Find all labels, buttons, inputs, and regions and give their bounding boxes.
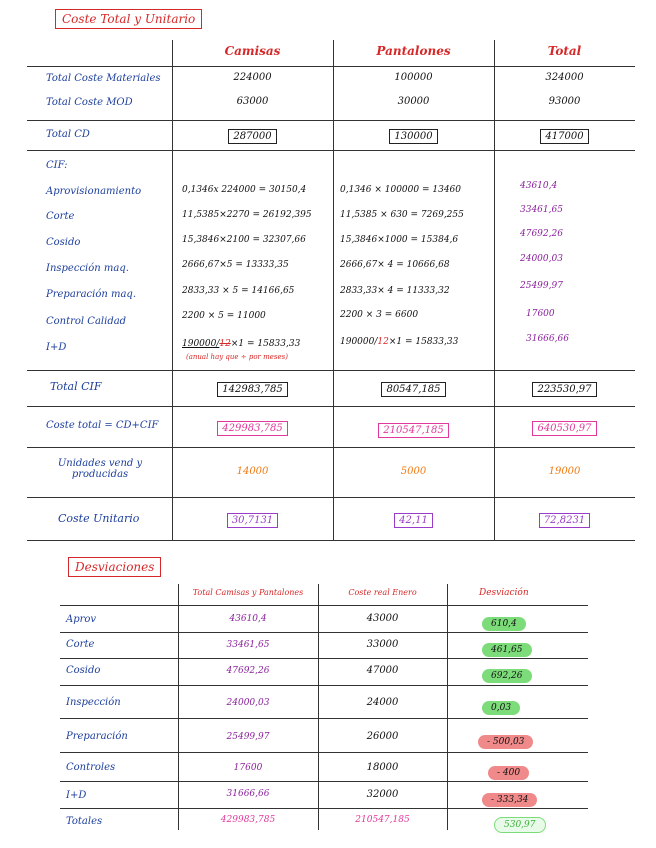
id-numerator: 190000/	[182, 339, 220, 349]
desv-row-label: Aprov	[66, 614, 97, 625]
row-divider	[60, 718, 588, 719]
row-divider	[60, 781, 588, 782]
row-divider	[27, 150, 635, 151]
cell-wrap	[494, 416, 635, 435]
cell-wrap	[494, 508, 635, 527]
desv-d3: 461,65	[482, 643, 532, 657]
cell-wrap	[172, 416, 333, 435]
cif-row-label: Preparación maq.	[46, 289, 136, 300]
cif-total: 17600	[526, 309, 555, 319]
unidades-camisas: 14000	[236, 466, 269, 477]
total-cif-total: 223530,97	[532, 382, 596, 397]
coste-total-pantalones: 210547,185	[378, 423, 448, 438]
desv-d2: 43000	[366, 613, 399, 624]
cell-wrap	[333, 377, 494, 396]
row-divider	[60, 658, 588, 659]
col-divider	[447, 584, 448, 830]
id-result: ×1 = 15833,33	[230, 339, 301, 349]
cell-value: 63000	[236, 96, 269, 107]
cif-calc: 2200 × 3 = 6600	[340, 310, 419, 320]
row-divider	[27, 497, 635, 498]
cell-wrap	[333, 124, 494, 143]
cif-calc: 11,5385 × 630 = 7269,255	[340, 210, 464, 220]
desv-col-header: Coste real Enero	[348, 588, 417, 597]
desv-col-header: Desviación	[479, 588, 529, 598]
cif-row-label: Control Calidad	[46, 316, 127, 327]
desv-d3: - 400	[488, 766, 529, 780]
coste-unitario-pantalones: 42,11	[394, 513, 433, 528]
desv-d2: 18000	[366, 762, 399, 773]
cif-total: 25499,97	[520, 281, 563, 291]
row-divider	[60, 752, 588, 753]
row-label-unidades: Unidades vend y producidas	[57, 458, 143, 480]
col-divider	[172, 40, 173, 540]
desv-row-label: Controles	[66, 762, 116, 773]
desv-d3-wrap	[488, 760, 529, 779]
cif-total: 31666,66	[526, 334, 569, 344]
cif-row-label: Inspección maq.	[46, 263, 129, 274]
desv-d3: 692,26	[482, 669, 532, 683]
cell-wrap	[172, 377, 333, 396]
cell-value: 100000	[394, 72, 433, 83]
cif-calc: 2200 × 5 = 11000	[182, 311, 266, 321]
desv-d3: 0,03	[482, 701, 520, 715]
desviaciones-title: Desviaciones	[68, 557, 161, 577]
row-divider	[60, 632, 588, 633]
row-label-coste-unitario: Coste Unitario	[58, 512, 140, 525]
desv-row-label: Cosido	[66, 665, 101, 676]
row-divider	[60, 685, 588, 686]
desv-row-label: Preparación	[66, 731, 128, 742]
id-note: (anual hay que ÷ por meses)	[186, 353, 288, 361]
desv-row-label-totales: Totales	[66, 816, 103, 827]
desv-d1: 31666,66	[226, 789, 270, 799]
page-title: Coste Total y Unitario	[55, 9, 202, 29]
desv-d1: 47692,26	[226, 666, 270, 676]
cif-calc: 11,5385×2270 = 26192,395	[182, 210, 312, 220]
desv-d3-wrap	[482, 611, 526, 630]
cell-wrap	[494, 377, 635, 396]
cell-wrap	[172, 508, 333, 527]
row-label-total-cd: Total CD	[46, 129, 90, 140]
desv-d3-total: 530,97	[494, 817, 546, 833]
cif-calc: 2833,33× 4 = 11333,32	[340, 286, 450, 296]
cif-row-label: Aprovisionamiento	[46, 186, 142, 197]
desv-d3-wrap	[482, 695, 520, 714]
cif-calc: 0,1346 × 100000 = 13460	[340, 185, 462, 195]
desv-d1: 25499,97	[226, 732, 270, 742]
desv-row-label: Corte	[66, 639, 95, 650]
cell-value: 30000	[397, 96, 430, 107]
desv-row-label: I+D	[66, 790, 87, 801]
row-divider	[27, 406, 635, 407]
desv-d2: 32000	[366, 789, 399, 800]
row-label-coste-total: Coste total = CD+CIF	[46, 420, 159, 431]
id-divisor: 12	[377, 337, 389, 347]
cell-value: 324000	[545, 72, 584, 83]
coste-total-camisas: 429983,785	[217, 421, 287, 436]
cif-calc-id	[340, 337, 458, 347]
total-cd-total: 417000	[540, 129, 588, 144]
desv-col-header: Total Camisas y Pantalones	[192, 588, 304, 597]
desv-d3-wrap	[482, 663, 532, 682]
cif-calc: 2666,67× 4 = 10666,68	[340, 260, 450, 270]
cell-wrap	[494, 124, 635, 143]
cif-total: 33461,65	[520, 205, 563, 215]
row-divider	[60, 808, 588, 809]
desv-d1: 17600	[233, 763, 263, 773]
desv-d1-total: 429983,785	[220, 815, 276, 825]
cell-value: 93000	[548, 96, 581, 107]
cif-row-label: Cosido	[46, 237, 81, 248]
col-divider	[494, 40, 495, 540]
id-numerator: 190000/	[340, 337, 378, 347]
row-label: Total Coste Materiales	[46, 73, 161, 84]
row-divider	[27, 540, 635, 541]
desv-d1: 33461,65	[226, 640, 270, 650]
cif-calc: 0,1346x 224000 = 30150,4	[182, 185, 307, 195]
cif-total: 43610,4	[520, 181, 558, 191]
col-header-pantalones: Pantalones	[376, 44, 451, 58]
col-divider	[333, 40, 334, 540]
cif-calc: 15,3846×2100 = 32307,66	[182, 235, 306, 245]
row-divider	[60, 605, 588, 606]
row-divider	[27, 120, 635, 121]
cif-calc: 2666,67×5 = 13333,35	[182, 260, 289, 270]
cell-wrap	[172, 124, 333, 143]
total-cd-pantalones: 130000	[389, 129, 437, 144]
cif-calc-id	[182, 339, 300, 349]
desv-d3: 610,4	[482, 617, 526, 631]
desv-d3-wrap	[482, 787, 537, 806]
cif-calc: 2833,33 × 5 = 14166,65	[182, 286, 295, 296]
cif-row-label: Corte	[46, 211, 75, 222]
desv-d3: - 500,03	[478, 735, 533, 749]
desv-d2: 26000	[366, 731, 399, 742]
unidades-pantalones: 5000	[400, 466, 427, 477]
desv-d3-wrap	[494, 812, 546, 831]
cif-total: 47692,26	[520, 229, 563, 239]
total-cif-pantalones: 80547,185	[381, 382, 445, 397]
col-header-total: Total	[547, 44, 582, 58]
coste-unitario-total: 72,8231	[539, 513, 590, 528]
cif-total: 24000,03	[520, 254, 563, 264]
unidades-total: 19000	[548, 466, 581, 477]
row-divider	[27, 447, 635, 448]
coste-total-total: 640530,97	[532, 421, 596, 436]
cif-header: CIF:	[46, 160, 68, 171]
row-label: Total Coste MOD	[46, 97, 133, 108]
desv-d2: 33000	[366, 639, 399, 650]
desv-d1: 24000,03	[226, 698, 270, 708]
desv-d3-wrap	[482, 637, 532, 656]
desv-d3: - 333,34	[482, 793, 537, 807]
desv-d1: 43610,4	[229, 614, 267, 624]
cell-value: 224000	[233, 72, 272, 83]
cell-wrap	[333, 508, 494, 527]
desv-d2: 47000	[366, 665, 399, 676]
row-label-total-cif: Total CIF	[50, 380, 102, 393]
col-header-camisas: Camisas	[224, 44, 281, 58]
cif-calc: 15,3846×1000 = 15384,6	[340, 235, 459, 245]
desv-d2-total: 210547,185	[355, 815, 410, 825]
row-divider	[27, 66, 635, 67]
coste-unitario-camisas: 30,7131	[227, 513, 278, 528]
cif-row-label: I+D	[46, 342, 67, 353]
id-result: ×1 = 15833,33	[388, 337, 459, 347]
desv-d2: 24000	[366, 697, 399, 708]
id-divisor: 12	[219, 339, 231, 349]
desv-row-label: Inspección	[66, 697, 121, 708]
total-cif-camisas: 142983,785	[217, 382, 287, 397]
total-cd-camisas: 287000	[228, 129, 276, 144]
row-divider	[27, 370, 635, 371]
cell-wrap	[333, 418, 494, 437]
desv-d3-wrap	[478, 729, 533, 748]
